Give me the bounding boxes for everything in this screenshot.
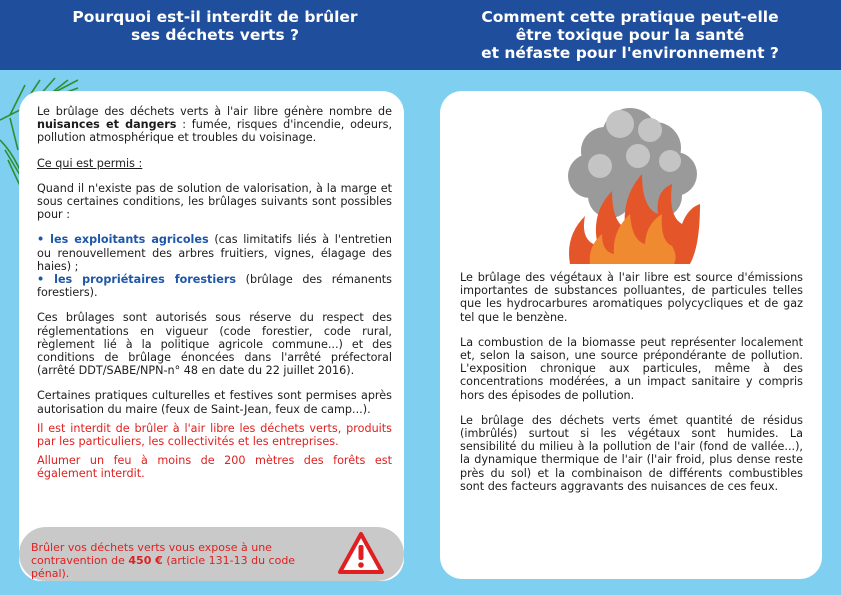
biomass-paragraph: La combustion de la biomasse peut représenter localement et, selon la saison, une source prépondérante de pollution. L'exposition chronique aux particules, même à des concentrations modérées, a un impact sanitaire y compris hors des épisodes de pollution.	[460, 335, 803, 402]
regulation-paragraph: Ces brûlages sont autorisés sous réserve du respect des réglementations en vigueur (code forestier, code rural, règlement lié à la politique agricole commune...) et des conditions de brûlage énoncées dans l'arrêté préfectoral (arrêté DDT/SABE/NPN-n° 48 en date du 22 juillet 2016).	[37, 311, 392, 378]
left-title: Pourquoi est-il interdit de brûler ses déchets verts ?	[72, 8, 358, 44]
fine-warning-text: Brûler vos déchets verts vous expose à une contravention de 450 € (article 131-13 du code pénal).	[31, 541, 296, 580]
smoke-and-fire-illustration	[550, 96, 720, 271]
header-banner	[0, 0, 841, 70]
bullet-farmers-label: les exploitants agricoles	[50, 233, 209, 247]
intro-text: Le brûlage des déchets verts à l'air libre génère nombre de	[37, 105, 392, 118]
emissions-paragraph: Le brûlage des végétaux à l'air libre est source d'émissions importantes de substances polluantes, de particules telles que les hydrocarbures aromatiques polycycliques et de gaz tel que le benzène.	[460, 271, 803, 324]
right-title: Comment cette pratique peut-elle être toxique pour la santé et néfaste pour l'environnement ?	[481, 8, 779, 62]
right-info-card	[440, 91, 822, 579]
intro-paragraph	[37, 105, 392, 145]
fine-amount: 450 €	[128, 554, 163, 567]
bullet-forest-owners: • les propriétaires forestiers (brûlage des rémanents forestiers).	[37, 273, 393, 300]
permitted-paragraph: Quand il n'existe pas de solution de valorisation, à la marge et sous certaines conditions, les brûlages suivants sont possibles pour :	[37, 181, 392, 222]
warning-triangle-icon	[337, 531, 385, 575]
fine-warning-bar	[19, 527, 404, 581]
bullet-forest-text: (brûlage des rémanents forestiers).	[37, 273, 393, 300]
bullet-forest-label: les propriétaires forestiers	[54, 273, 236, 287]
left-info-card	[19, 91, 404, 581]
residues-paragraph: Le brûlage des déchets verts émet quantité de résidus (imbrûlés) surtout si les végétaux sont humides. La sensibilité du milieu à la pollution de l'air (fond de vallée...), la dynamique thermique de l'air (l'air froid, plus dense reste près du sol) et la combinaison de différents combustibles sont des facteurs aggravants des nuisances de ces feux.	[460, 413, 803, 493]
permitted-heading: Ce qui est permis :	[37, 156, 143, 170]
bullet-farmers-text: (cas limitatifs liés à l'entretien ou renouvellement des arbres fruitiers, vignes, élagage des haies) ;	[37, 233, 392, 273]
right-text-block	[460, 271, 803, 493]
bullet-farmers: • les exploitants agricoles (cas limitatifs liés à l'entretien ou renouvellement des arbres fruitiers, vignes, élagage des haies) ;	[37, 233, 392, 273]
intro-text-end: : fumée, risques d'incendie, odeurs, pollution atmosphérique et troubles du voisinage.	[37, 118, 392, 145]
festive-paragraph: Certaines pratiques culturelles et festives sont permises après autorisation du maire (feux de Saint-Jean, feux de camp...).	[37, 389, 392, 416]
intro-emphasis: nuisances et dangers	[37, 118, 177, 132]
ban-notice: Il est interdit de brûler à l'air libre les déchets verts, produits par les particuliers, les collectivités et les entreprises.	[37, 421, 392, 449]
forest-distance-notice: Allumer un feu à moins de 200 mètres des forêts est également interdit.	[37, 454, 392, 481]
